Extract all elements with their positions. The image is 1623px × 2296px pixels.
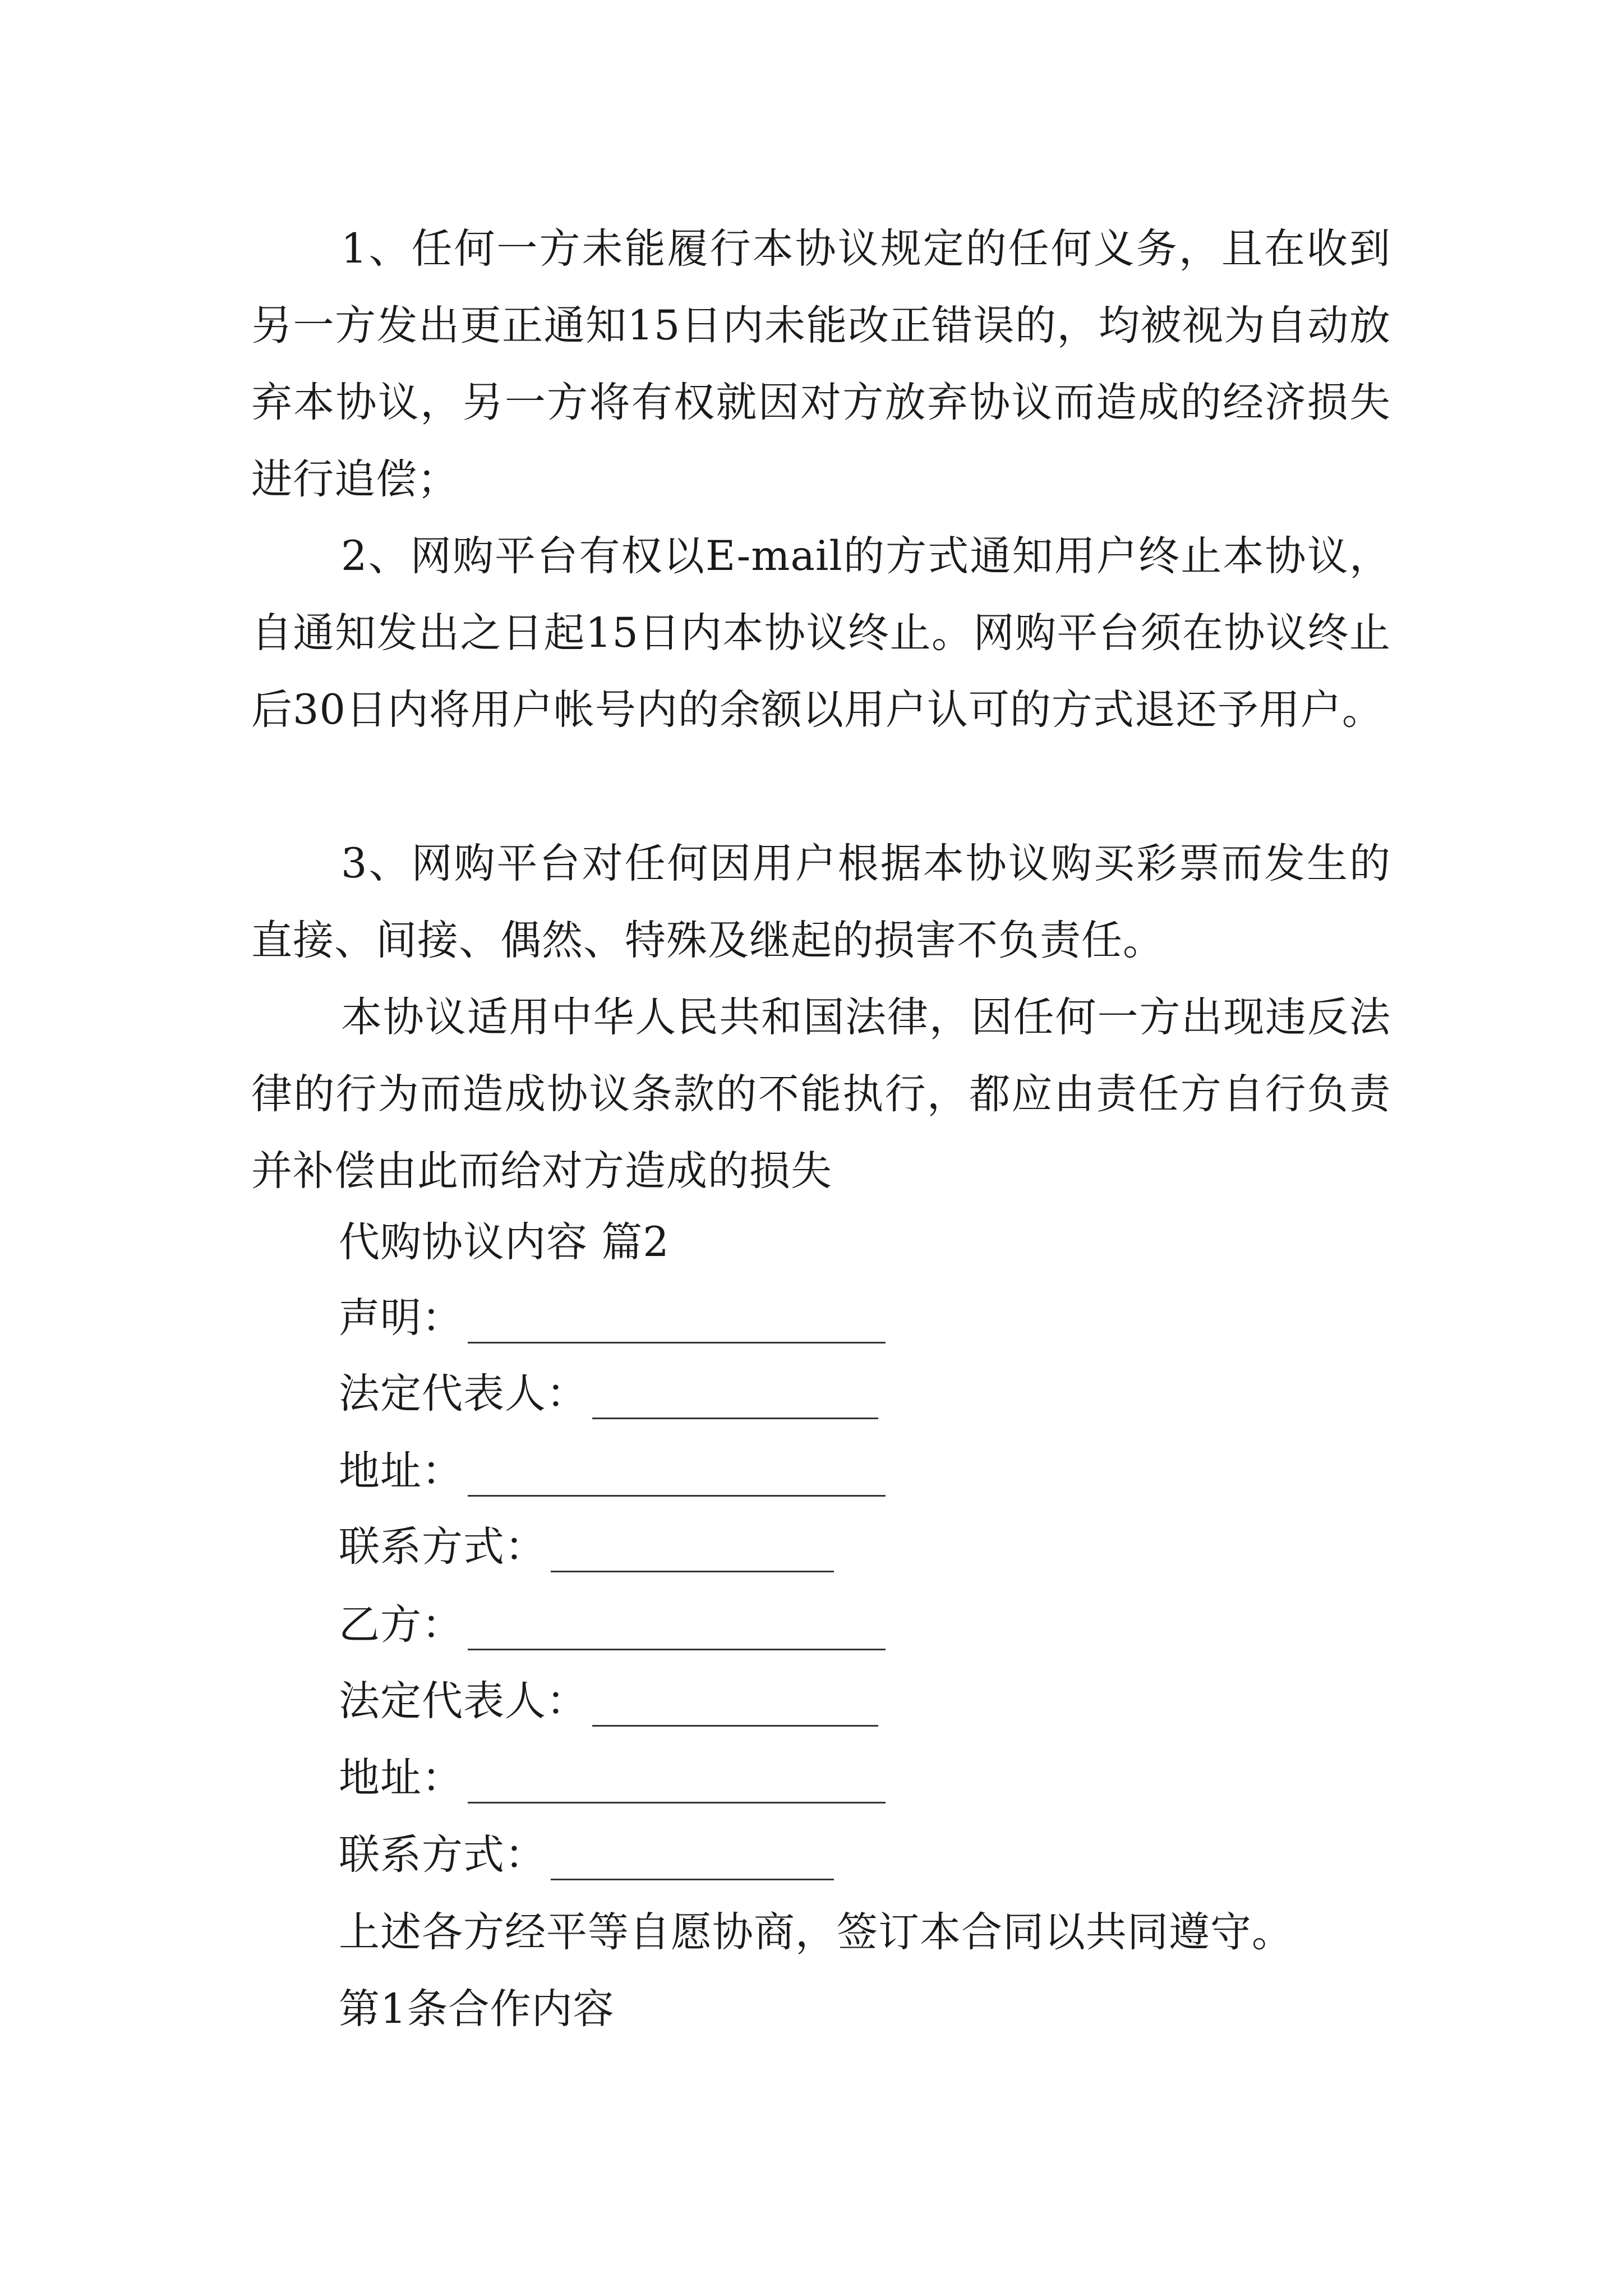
party-b-rep-label: 法定代表人： bbox=[339, 1677, 588, 1725]
party-a-address-field bbox=[339, 1446, 886, 1497]
party-b-address-field bbox=[339, 1753, 886, 1803]
party-b-name-field bbox=[339, 1600, 886, 1650]
agreement-statement: 上述各方经平等自愿协商，签订本合同以共同遵守。 bbox=[339, 1908, 1293, 1956]
party-b-contact-field bbox=[339, 1830, 834, 1880]
party-b-contact-blank[interactable] bbox=[551, 1844, 834, 1880]
article-1-title: 第1条合作内容 bbox=[339, 1985, 615, 2033]
party-b-name-label: 乙方： bbox=[339, 1601, 463, 1649]
party-b-name-blank[interactable] bbox=[468, 1614, 886, 1650]
clause-1-paragraph: 1、任何一方未能履行本协议规定的任何义务，且在收到另一方发出更正通知15日内未能改正错误的，均被视为自动放弃本协议，另一方将有权就因对方放弃协议而造成的经济损失进行追偿； bbox=[251, 225, 1391, 503]
clause-2-paragraph: 2、网购平台有权以E-mail的方式通知用户终止本协议，自通知发出之日起15日内本协议终止。网购平台须在协议终止后30日内将用户帐号内的余额以用户认可的方式退还予用户。 bbox=[251, 532, 1391, 734]
party-b-rep-field bbox=[339, 1676, 878, 1727]
party-b-address-label: 地址： bbox=[339, 1754, 463, 1802]
party-a-contact-blank[interactable] bbox=[551, 1536, 834, 1572]
party-b-contact-label: 联系方式： bbox=[339, 1831, 546, 1879]
party-a-contact-field bbox=[339, 1522, 834, 1572]
section-title: 代购协议内容 篇2 bbox=[339, 1218, 670, 1266]
party-a-declare-blank[interactable] bbox=[468, 1307, 886, 1343]
party-b-address-blank[interactable] bbox=[468, 1767, 886, 1803]
party-a-rep-label: 法定代表人： bbox=[339, 1370, 588, 1418]
party-b-rep-blank[interactable] bbox=[592, 1690, 878, 1727]
party-a-rep-blank[interactable] bbox=[592, 1383, 878, 1419]
clause-3-paragraph: 3、网购平台对任何因用户根据本协议购买彩票而发生的直接、间接、偶然、特殊及继起的损害不负责任。 bbox=[251, 840, 1391, 964]
party-a-declare-field bbox=[339, 1293, 886, 1343]
party-a-contact-label: 联系方式： bbox=[339, 1523, 546, 1571]
party-a-rep-field bbox=[339, 1369, 878, 1419]
party-a-declare-label: 声明： bbox=[339, 1294, 463, 1342]
party-a-address-label: 地址： bbox=[339, 1447, 463, 1495]
party-a-address-blank[interactable] bbox=[468, 1460, 886, 1497]
governing-law-paragraph: 本协议适用中华人民共和国法律，因任何一方出现违反法律的行为而造成协议条款的不能执行，都应由责任方自行负责并补偿由此而给对方造成的损失 bbox=[251, 993, 1391, 1195]
